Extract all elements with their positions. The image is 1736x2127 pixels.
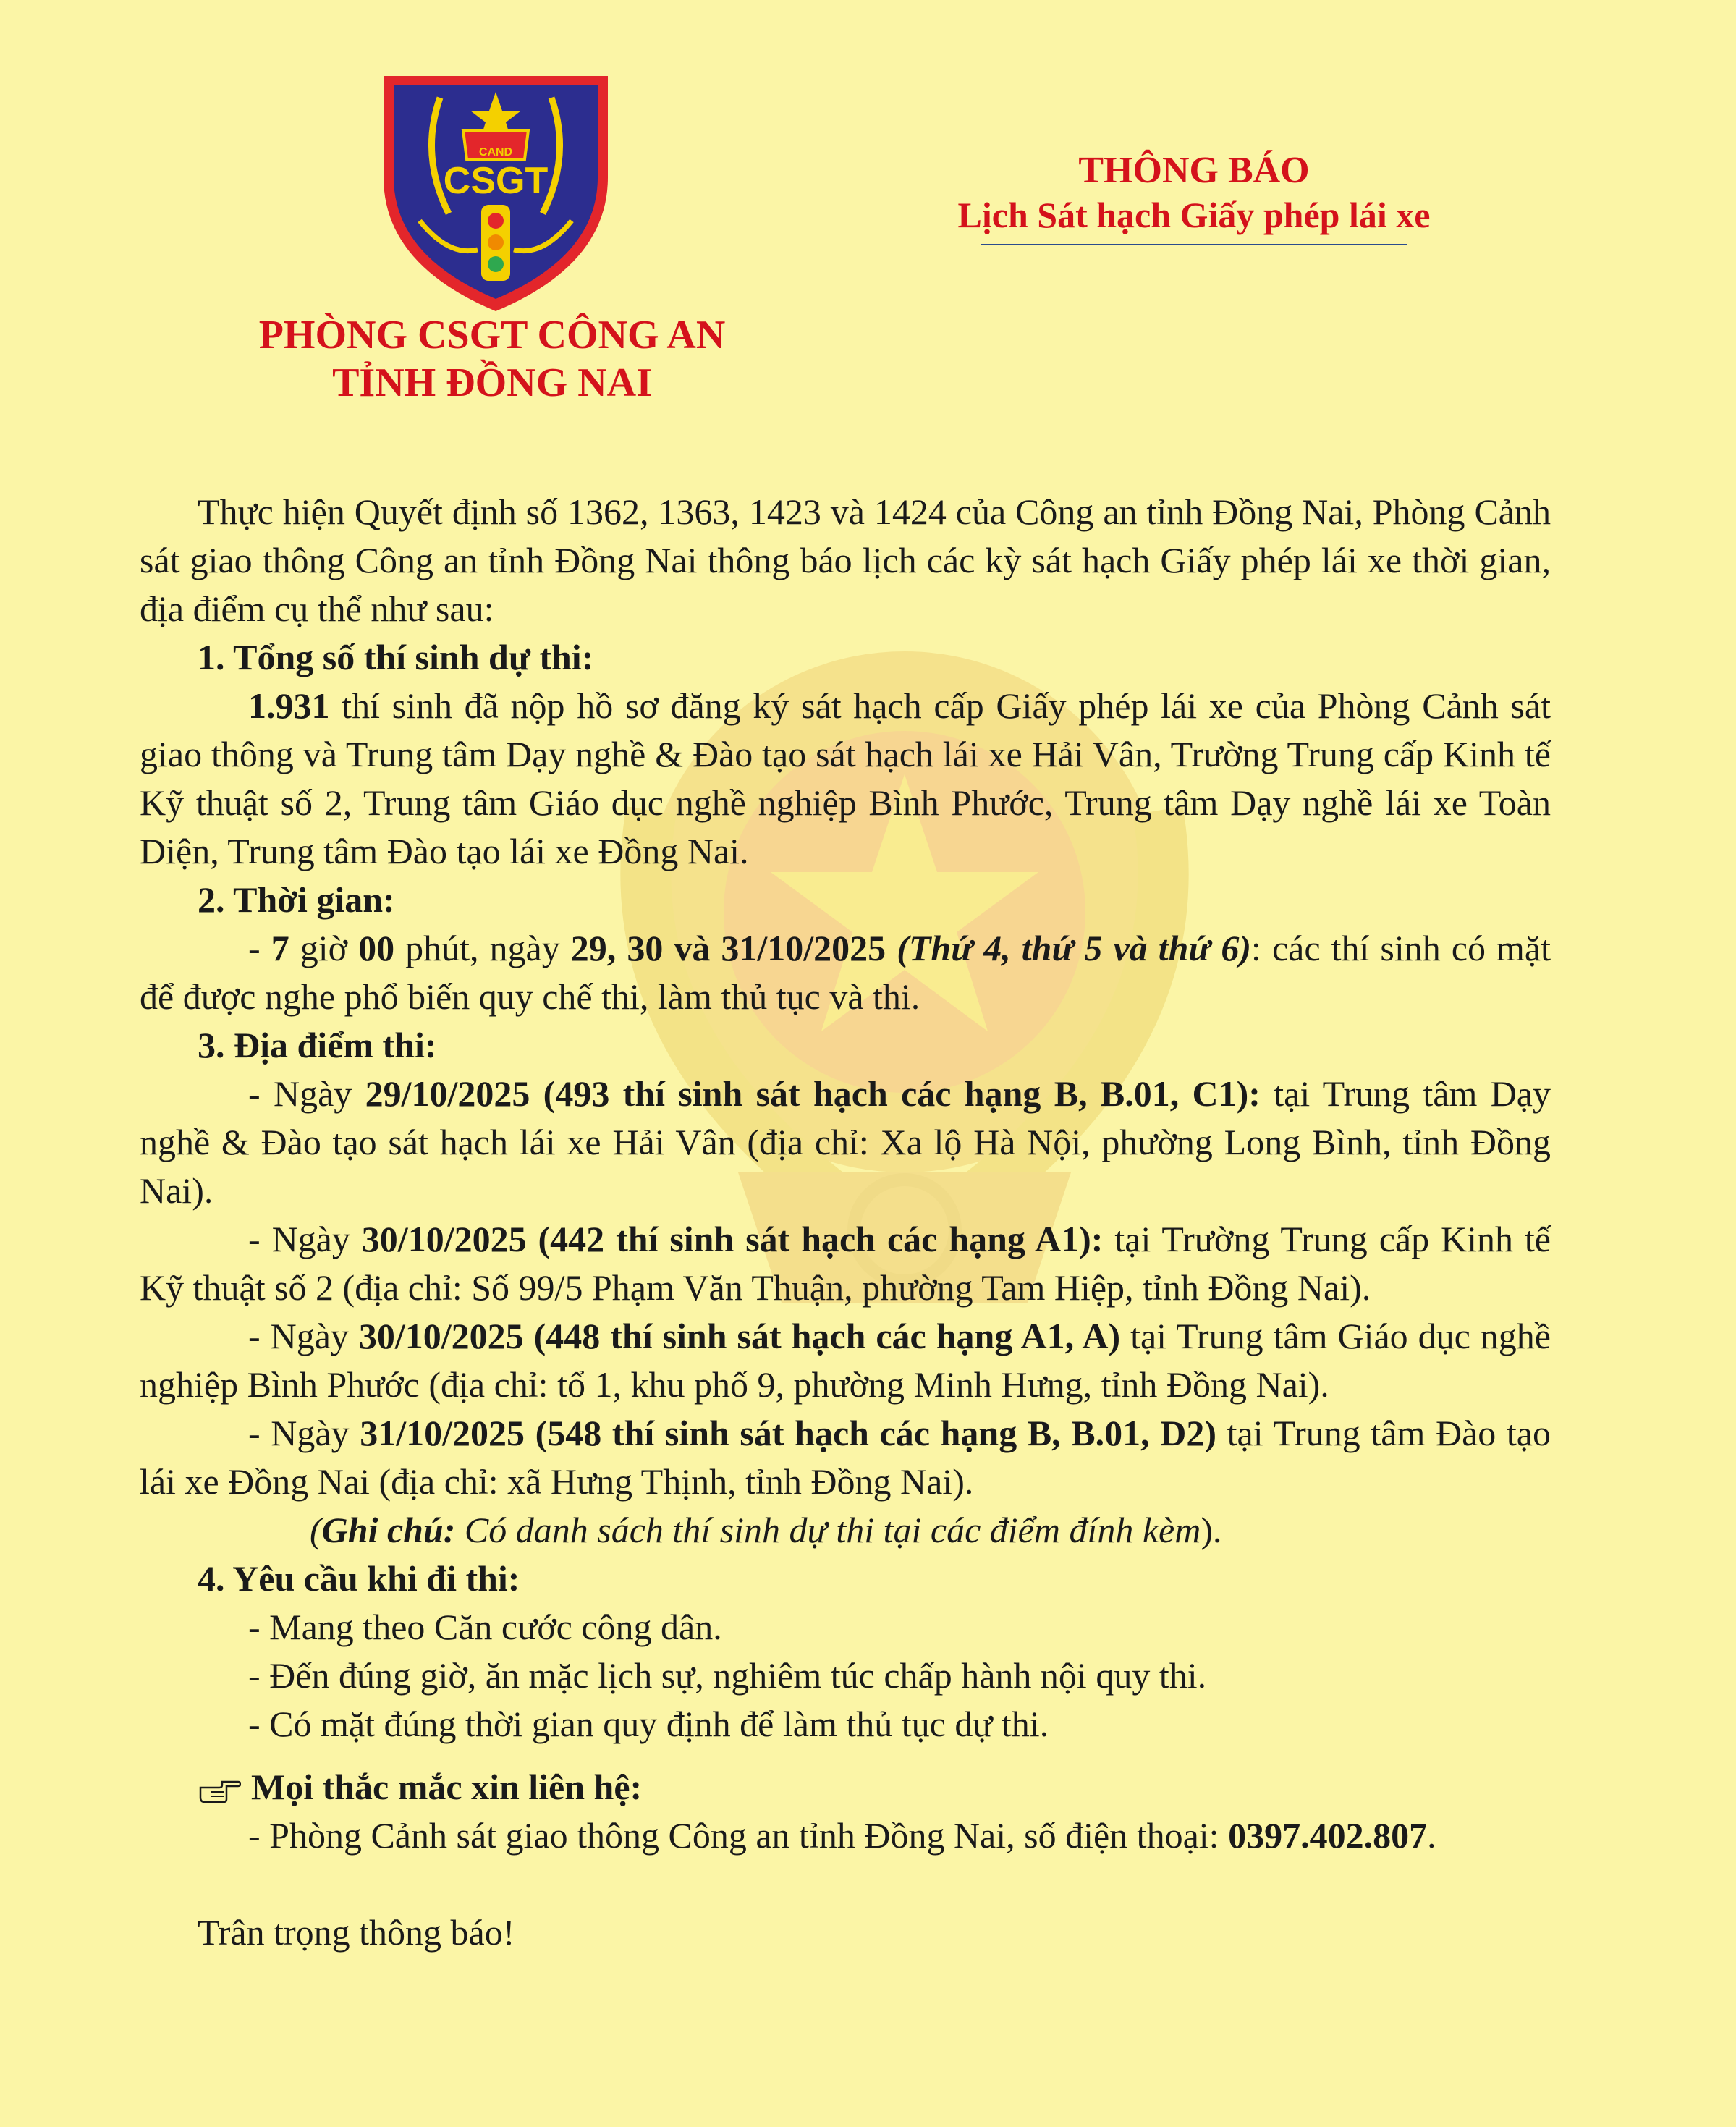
exam-dates: 29, 30 và 31/10/2025 (570, 928, 886, 968)
location-detail: tại Trung tâm Giáo dục nghề nghiệp Bình Phước (địa chỉ: tổ 1, khu phố 9, phường Minh Hưng, tỉnh Đồng Nai). (140, 1316, 1551, 1405)
csgt-logo-icon (376, 69, 615, 315)
location-date: 29/10/2025 (493 thí sinh sát hạch các hạng B, B.01, C1): (365, 1073, 1261, 1114)
location-date: 30/10/2025 (448 thí sinh sát hạch các hạng A1, A) (358, 1316, 1121, 1356)
exam-weekdays: (Thứ 4, thứ 5 và thứ 6) (897, 928, 1252, 968)
section-3-heading: 3. Địa điểm thi: (198, 1025, 437, 1065)
notice-heading (905, 148, 1483, 245)
text: . (1427, 1815, 1436, 1856)
section-1-paragraph (140, 682, 1551, 876)
minute: 00 (358, 928, 395, 968)
notice-title: THÔNG BÁO (1078, 150, 1310, 191)
location-detail: tại Trung tâm Đào tạo lái xe Đồng Nai (địa chỉ: xã Hưng Thịnh, tỉnh Đồng Nai). (140, 1413, 1551, 1502)
requirement-item: - Có mặt đúng thời gian quy định để làm thủ tục dự thi. (248, 1704, 1049, 1744)
section-2-heading: 2. Thời gian: (198, 879, 395, 920)
logo-csgt-text: CSGT (443, 160, 549, 202)
text: ( (310, 1510, 322, 1550)
org-line-1: PHÒNG CSGT CÔNG AN (258, 313, 726, 358)
section-1-heading: 1. Tổng số thí sinh dự thi: (198, 637, 594, 677)
location-detail: tại Trung tâm Dạy nghề & Đào tạo sát hạch lái xe Hải Vân (địa chỉ: Xa lộ Hà Nội, phường Long Bình, tỉnh Đồng Nai). (140, 1073, 1551, 1211)
contact-text: - Phòng Cảnh sát giao thông Công an tỉnh Đồng Nai, số điện thoại: (248, 1815, 1229, 1856)
note (140, 1506, 1551, 1555)
org-line-2: TỈNH ĐỒNG NAI (332, 360, 652, 405)
text (886, 928, 897, 968)
text: giờ (289, 928, 359, 968)
notice-body (140, 488, 1551, 1957)
location-item (140, 1070, 1551, 1215)
text: : các thí sinh có mặt để được nghe phổ biến quy chế thi, làm thủ tục và thi. (140, 928, 1551, 1017)
note-text: Có danh sách thí sinh dự thi tại các điểm đính kèm (455, 1510, 1201, 1550)
text: - Ngày (248, 1219, 362, 1259)
closing-line: Trân trọng thông báo! (198, 1912, 515, 1953)
text: - Ngày (248, 1073, 365, 1114)
phone-number: 0397.402.807 (1228, 1815, 1428, 1856)
location-item (140, 1409, 1551, 1506)
hour: 7 (271, 928, 289, 968)
heading-underline (981, 244, 1407, 245)
note-label: Ghi chú: (321, 1510, 456, 1550)
requirement-item: - Đến đúng giờ, ăn mặc lịch sự, nghiêm túc chấp hành nội quy thi. (248, 1655, 1207, 1696)
text: ). (1201, 1510, 1222, 1550)
location-date: 31/10/2025 (548 thí sinh sát hạch các hạng B, B.01, D2) (360, 1413, 1217, 1453)
logo-cand-text: CAND (478, 146, 513, 158)
section-1-text: thí sinh đã nộp hồ sơ đăng ký sát hạch cấp Giấy phép lái xe của Phòng Cảnh sát giao thông và Trung tâm Dạy nghề & Đào tạo sát hạch lái xe Hải Vân, Trường Trung cấp Kinh tế Kỹ thuật số 2, Trung tâm Giáo dục nghề nghiệp Bình Phước, Trung tâm Dạy nghề lái xe Toàn Diện, Trung tâm Đào tạo lái xe Đồng Nai. (140, 685, 1551, 871)
dash: - (248, 928, 271, 968)
location-detail: tại Trường Trung cấp Kinh tế Kỹ thuật số 2 (địa chỉ: Số 99/5 Phạm Văn Thuận, phường Tam Hiệp, tỉnh Đồng Nai). (140, 1219, 1551, 1308)
notice-subtitle: Lịch Sát hạch Giấy phép lái xe (957, 195, 1431, 235)
contact-line (140, 1811, 1551, 1860)
candidate-count: 1.931 (248, 685, 330, 726)
intro-paragraph: Thực hiện Quyết định số 1362, 1363, 1423 và 1424 của Công an tỉnh Đồng Nai, Phòng Cảnh sát giao thông Công an tỉnh Đồng Nai thông báo lịch các kỳ sát hạch Giấy phép lái xe thời gian, địa điểm cụ thể như sau: (140, 491, 1551, 629)
section-4-heading: 4. Yêu cầu khi đi thi: (198, 1558, 520, 1599)
location-date: 30/10/2025 (442 thí sinh sát hạch các hạng A1): (361, 1219, 1104, 1259)
text: - Ngày (248, 1316, 359, 1356)
contact-heading (140, 1763, 1551, 1811)
location-item (140, 1215, 1551, 1312)
section-2-paragraph (140, 924, 1551, 1021)
text: - Ngày (248, 1413, 360, 1453)
requirement-item: - Mang theo Căn cước công dân. (248, 1607, 722, 1647)
location-item (140, 1312, 1551, 1409)
organization-name (188, 311, 796, 407)
text: phút, ngày (394, 928, 571, 968)
pointing-hand-icon (198, 1775, 241, 1803)
contact-heading-text: Mọi thắc mắc xin liên hệ: (251, 1767, 643, 1807)
